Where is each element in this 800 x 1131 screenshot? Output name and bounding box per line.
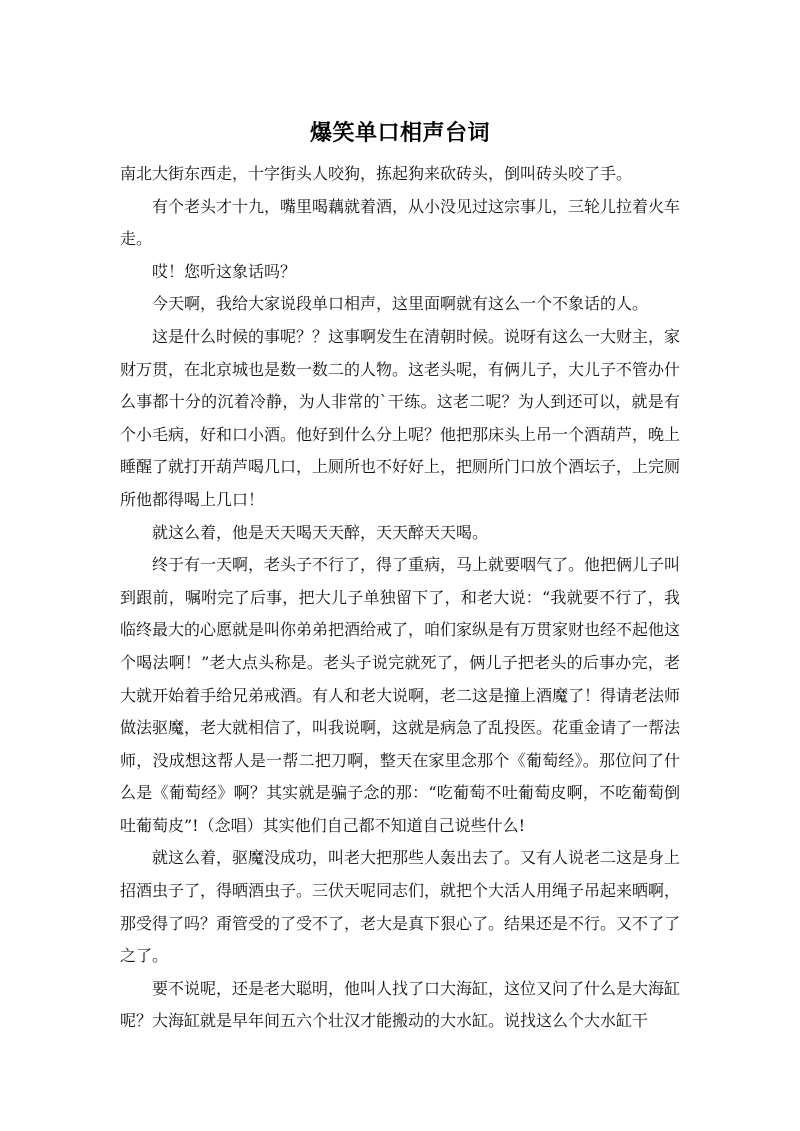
paragraph: 今天啊，我给大家说段单口相声，这里面啊就有这么一个不象话的人。 xyxy=(152,294,649,314)
paragraph: 这是什么时候的事呢？？这事啊发生在清朝时候。说呀有这么一大财主，家财万贯，在北京城也是数一数二的人物。这老头呢，有俩儿子，大儿子不管办什么事都十分的沉着冷静，为人非常的`干练。这老二呢？为人到还可以，就是有个小毛病，好和口小酒。他好到什么分上呢？他把那床头上吊一个酒葫芦，晚上睡醒了就打开葫芦喝几口，上厕所也不好好上，把厕所门口放个酒坛子，上完厕所他都得喝上几口！ xyxy=(120,326,681,509)
document-title: 爆笑单口相声台词 xyxy=(309,121,490,146)
paragraph: 就这么着，他是天天喝天天醉，天天醉天天喝。 xyxy=(152,522,489,542)
paragraph: 就这么着，驱魔没成功，叫老大把那些人轰出去了。又有人说老二这是身上招酒虫子了，得晒酒虫子。三伏天呢同志们，就把个大活人用绳子吊起来晒啊，那受得了吗？甭管受的了受不了，老大是真下狠心了。结果还是不行。又不了了之了。 xyxy=(120,848,681,966)
paragraph: 南北大街东西走，十字街头人咬狗，拣起狗来砍砖头，倒叫砖头咬了手。 xyxy=(120,164,633,183)
paragraph: 终于有一天啊，老头子不行了，得了重病，马上就要咽气了。他把俩儿子叫到跟前，嘱咐完了后事，把大儿子单独留下了，和老大说：“我就要不行了，我临终最大的心愿就是叫你弟弟把酒给戒了，咱们家纵是有万贯家财也经不起他这个喝法啊！”老大点头称是。老头子说完就死了，俩儿子把老头的后事办完，老大就开始着手给兄弟戒酒。有人和老大说啊，老二这是撞上酒魔了！得请老法师做法驱魔，老大就相信了，叫我说啊，这就是病急了乱投医。花重金请了一帮法师，没成想这帮人是一帮二把刀啊，整天在家里念那个《葡萄经》。那位问了什么是《葡萄经》啊？其实就是骗子念的那：“吃葡萄不吐葡萄皮啊，不吃葡萄倒吐葡萄皮”!（念唱）其实他们自己都不知道自己说些什么! xyxy=(120,555,681,835)
document-body xyxy=(120,158,680,1038)
paragraph: 哎！您听这象话吗？ xyxy=(152,261,297,281)
paragraph: 要不说呢，还是老大聪明，他叫人找了口大海缸，这位又问了什么是大海缸呢？大海缸就是早年间五六个壮汉才能搬动的大水缸。说找这么个大水缸干 xyxy=(120,978,681,1031)
paragraph: 有个老头才十九，嘴里喝藕就着酒，从小没见过这宗事儿，三轮儿拉着火车走。 xyxy=(120,196,681,249)
